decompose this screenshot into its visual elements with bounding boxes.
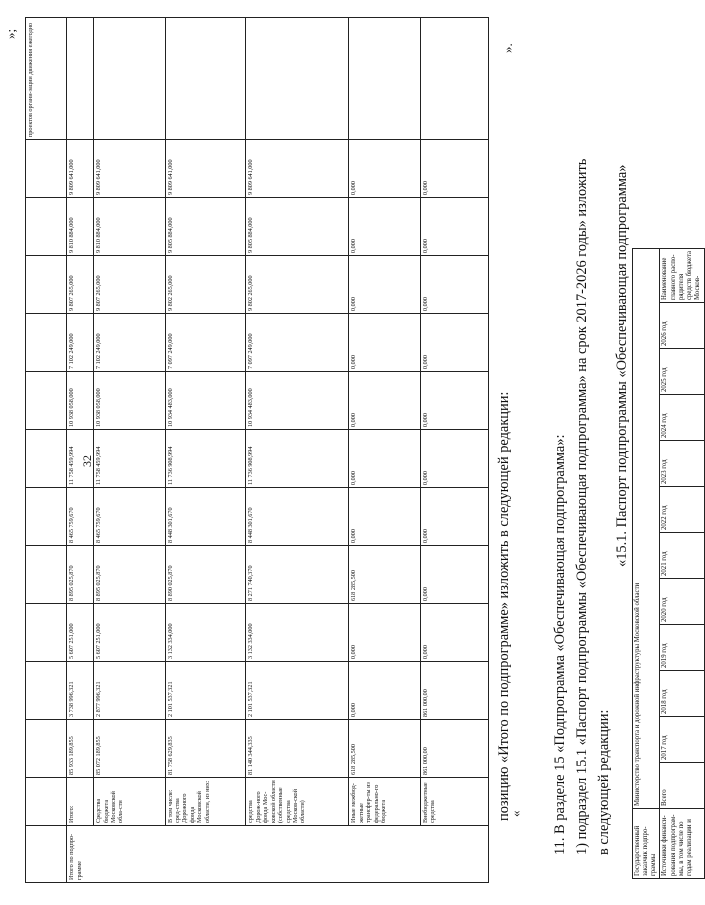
- value-cell: 861 000,00: [420, 662, 488, 720]
- value-cell: 11 736 908,994: [165, 430, 246, 488]
- table-row: [94, 18, 165, 883]
- value-cell: 0,000: [349, 662, 420, 720]
- table-cell: [165, 18, 246, 140]
- value-cell: 9 807 265,000: [94, 256, 165, 314]
- row-label: Иные межбюд-жетные трансфер-ты из федерально-го бюджета: [349, 778, 420, 826]
- table-cell: [67, 18, 94, 140]
- value-cell: 10 938 058,000: [94, 372, 165, 430]
- value-cell: 85 072 189,855: [94, 720, 165, 778]
- value-cell: 9 805 884,000: [246, 198, 349, 256]
- year-header: 2017 год: [660, 717, 705, 763]
- table-row: [420, 18, 488, 883]
- value-cell: 3 132 334,000: [165, 604, 246, 662]
- value-cell: 7 102 249,000: [67, 314, 94, 372]
- value-cell: 8 271 740,370: [246, 546, 349, 604]
- value-cell: 2 101 537,321: [165, 662, 246, 720]
- value-cell: 11 758 459,994: [94, 430, 165, 488]
- year-header: 2020 год: [660, 579, 705, 625]
- sources-label: Источники финанси-рования подпрограм-мы, в том числе по годам реализации и: [660, 809, 705, 879]
- table-cell: [26, 826, 67, 883]
- customer-label: Государственный заказчик подпро-граммы: [633, 809, 660, 879]
- year-header: 2019 год: [660, 625, 705, 671]
- value-cell: 11 736 908,994: [246, 430, 349, 488]
- table-cell: [26, 778, 67, 826]
- value-cell: 618 285,500: [349, 546, 420, 604]
- value-cell: 0,000: [349, 604, 420, 662]
- subprogram-total-table: [25, 17, 489, 883]
- value-cell: 618 285,500: [349, 720, 420, 778]
- value-cell: 0,000: [420, 372, 488, 430]
- right-note-cell: проектов органи-зации движения ежегодно: [26, 18, 67, 140]
- value-cell: 81 140 344,335: [246, 720, 349, 778]
- customer-value: Министерство транспорта и дорожной инфраструктуры Московской области: [633, 248, 660, 808]
- table-cell: [26, 546, 67, 604]
- value-cell: 0,000: [349, 314, 420, 372]
- row-label: В том числе: сред-ства Дорожного фонда Московской области, из них:: [165, 778, 246, 826]
- instruction-line-3: 1) подраздел 15.1 «Паспорт подпрограммы «Обеспечивающая подпрограмма» на срок 2017-2026 годы» изложить: [574, 158, 590, 855]
- value-cell: 861 000,00: [420, 720, 488, 778]
- value-cell: 2 877 996,321: [94, 662, 165, 720]
- value-cell: 8 448 301,670: [246, 488, 349, 546]
- value-cell: 81 758 629,835: [165, 720, 246, 778]
- value-cell: 8 890 025,870: [165, 546, 246, 604]
- table-row: [67, 18, 94, 883]
- value-cell: 85 933 189,855: [67, 720, 94, 778]
- value-cell: 9 809 641,000: [94, 140, 165, 198]
- value-cell: 0,000: [420, 198, 488, 256]
- value-cell: 7 102 249,000: [94, 314, 165, 372]
- section-heading: 11. В разделе 15 «Подпрограмма «Обеспечивающая подпрограмма»:: [552, 434, 568, 855]
- opening-quote-1: «: [508, 810, 523, 817]
- value-cell: 8 448 301,670: [165, 488, 246, 546]
- value-cell: 8 465 759,670: [94, 488, 165, 546]
- value-cell: 8 465 759,670: [67, 488, 94, 546]
- table-cell: [26, 314, 67, 372]
- value-cell: 0,000: [349, 256, 420, 314]
- table-row: [165, 18, 246, 883]
- value-cell: 10 934 483,000: [246, 372, 349, 430]
- value-cell: 0,000: [420, 430, 488, 488]
- year-header: 2025 год: [660, 349, 705, 395]
- value-cell: 9 807 265,000: [67, 256, 94, 314]
- value-cell: 7 097 249,000: [246, 314, 349, 372]
- value-cell: 8 895 025,870: [67, 546, 94, 604]
- value-cell: 0,000: [420, 256, 488, 314]
- table-cell: [26, 430, 67, 488]
- value-cell: 10 934 483,000: [165, 372, 246, 430]
- value-cell: 5 607 251,000: [67, 604, 94, 662]
- value-cell: 0,000: [349, 430, 420, 488]
- value-cell: 9 802 265,000: [246, 256, 349, 314]
- table-row: [26, 18, 67, 883]
- value-cell: 11 758 459,994: [67, 430, 94, 488]
- value-cell: 0,000: [349, 198, 420, 256]
- instruction-line-1: позицию «Итого по подпрограмме» изложить в следующей редакции:: [496, 391, 512, 821]
- closing-quote-2: ».: [500, 43, 515, 53]
- table-cell: [26, 488, 67, 546]
- value-cell: 0,000: [420, 488, 488, 546]
- value-cell: 8 895 025,870: [94, 546, 165, 604]
- value-cell: 9 809 641,000: [67, 140, 94, 198]
- value-cell: 9 805 884,000: [165, 198, 246, 256]
- value-cell: 3 738 996,321: [67, 662, 94, 720]
- year-header: 2024 год: [660, 395, 705, 441]
- table-cell: [26, 256, 67, 314]
- year-header: 2022 год: [660, 487, 705, 533]
- closing-quote-1: »;: [3, 28, 18, 39]
- table-row: [349, 18, 420, 883]
- value-cell: 10 938 058,000: [67, 372, 94, 430]
- passport-table: [632, 248, 705, 879]
- value-cell: 7 097 249,000: [165, 314, 246, 372]
- manager-label: Наименование главного распо-рядителя средств бюджета Москов-: [660, 248, 705, 302]
- table-row: [246, 18, 349, 883]
- value-cell: 0,000: [420, 546, 488, 604]
- block-label: Итого по подпро-грамме: [67, 826, 489, 883]
- year-header: 2021 год: [660, 533, 705, 579]
- year-header: 2023 год: [660, 441, 705, 487]
- value-cell: 0,000: [420, 140, 488, 198]
- value-cell: 9 809 641,000: [246, 140, 349, 198]
- value-cell: 9 810 884,000: [94, 198, 165, 256]
- value-cell: 9 802 265,000: [165, 256, 246, 314]
- table-cell: [26, 140, 67, 198]
- table-cell: [26, 372, 67, 430]
- value-cell: 0,000: [349, 372, 420, 430]
- value-cell: 3 132 334,000: [246, 604, 349, 662]
- table-cell: [94, 18, 165, 140]
- value-cell: 0,000: [420, 604, 488, 662]
- passport-title: «15.1. Паспорт подпрограммы «Обеспечивающая подпрограмма»: [614, 164, 630, 567]
- row-label: Итого:: [67, 778, 94, 826]
- row-label: Внебюджетные средства: [420, 778, 488, 826]
- value-cell: 0,000: [420, 314, 488, 372]
- table-cell: [26, 604, 67, 662]
- value-cell: 0,000: [349, 488, 420, 546]
- table-cell: [26, 198, 67, 256]
- value-cell: 2 101 537,321: [246, 662, 349, 720]
- page-number: 32: [80, 455, 94, 467]
- row-label: Средства бюджета Московской обла-сти: [94, 778, 165, 826]
- value-cell: 9 810 884,000: [67, 198, 94, 256]
- year-header: 2018 год: [660, 671, 705, 717]
- table-cell: [349, 18, 420, 140]
- value-cell: 5 607 251,000: [94, 604, 165, 662]
- table-cell: [26, 662, 67, 720]
- year-header: 2026 год: [660, 303, 705, 349]
- year-header: Всего: [660, 763, 705, 809]
- value-cell: 0,000: [349, 140, 420, 198]
- row-label: средства Дорож-ного фонда Мос-ковской области (собственные средства Москов-ской области): [246, 778, 349, 826]
- value-cell: 9 809 641,000: [165, 140, 246, 198]
- instruction-line-4: в следующей редакции:: [596, 709, 612, 855]
- table-cell: [26, 720, 67, 778]
- table-cell: [420, 18, 488, 140]
- table-cell: [246, 18, 349, 140]
